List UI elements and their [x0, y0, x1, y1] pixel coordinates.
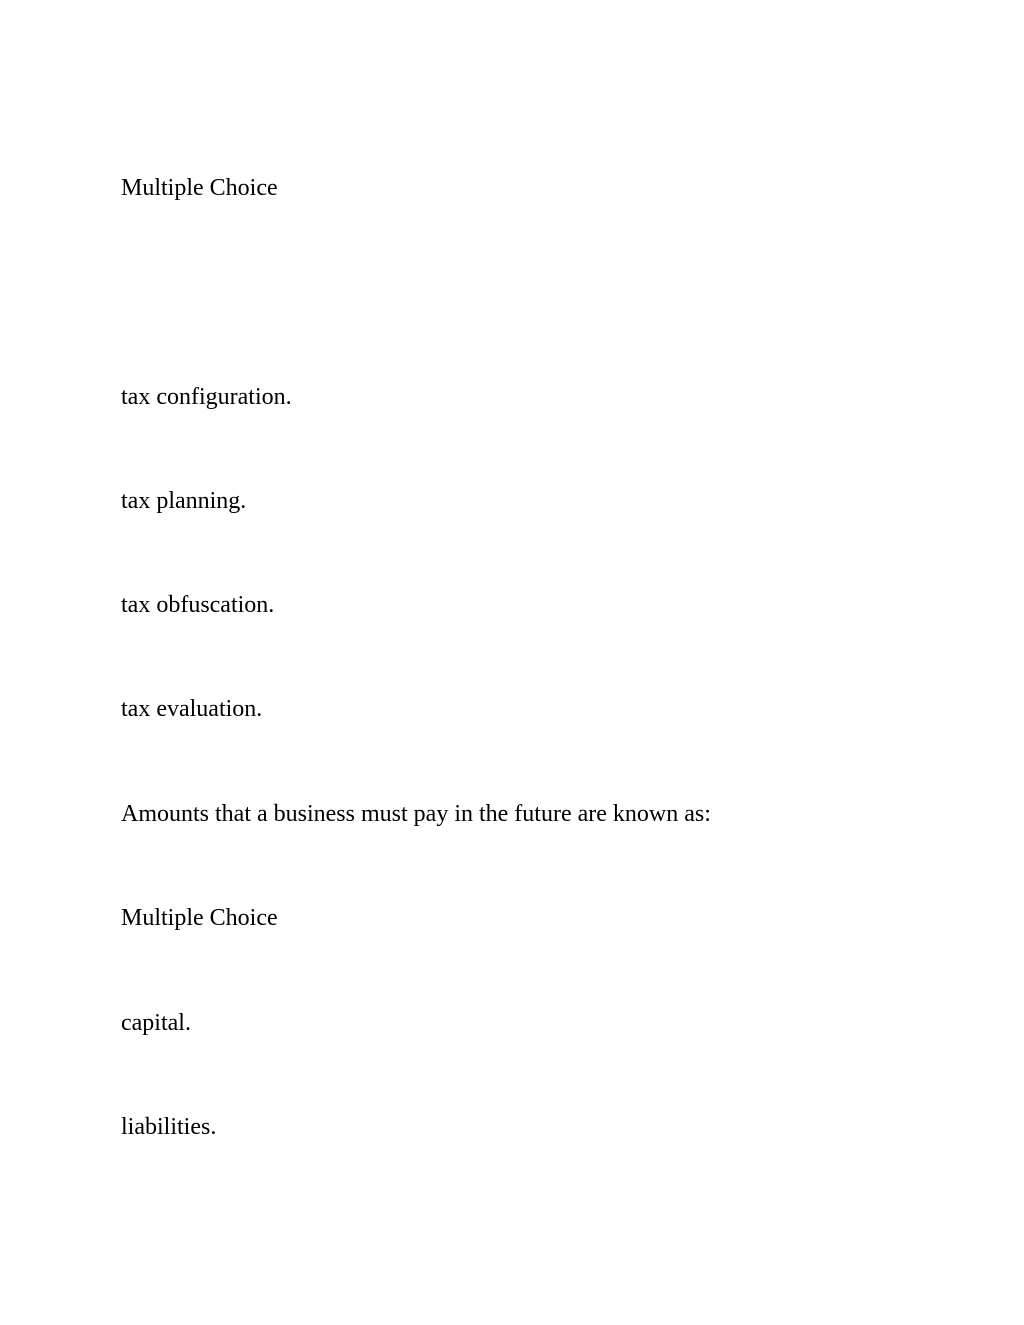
question-type-label: Multiple Choice: [121, 175, 278, 201]
question-type-label: Multiple Choice: [121, 905, 278, 931]
answer-option[interactable]: liabilities.: [121, 1114, 217, 1140]
question-prompt: Amounts that a business must pay in the future are known as:: [121, 801, 711, 827]
answer-option[interactable]: tax obfuscation.: [121, 592, 275, 618]
answer-option[interactable]: capital.: [121, 1010, 191, 1036]
answer-option[interactable]: tax evaluation.: [121, 696, 263, 722]
answer-option[interactable]: tax configuration.: [121, 384, 292, 410]
answer-option[interactable]: tax planning.: [121, 488, 247, 514]
